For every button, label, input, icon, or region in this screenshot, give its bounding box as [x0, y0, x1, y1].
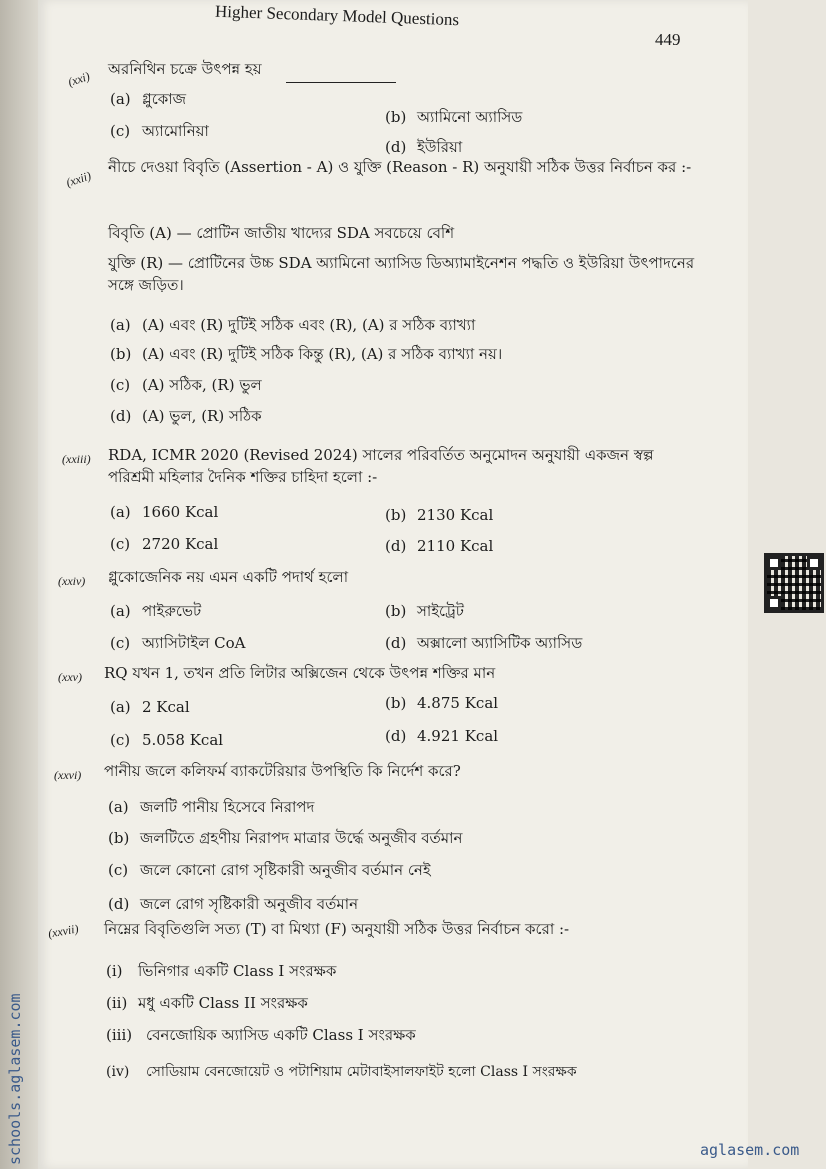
option-c — [110, 374, 262, 399]
question-text: পানীয় জলে কলিফর্ম ব্যাকটেরিয়ার উপস্থিতি কি নির্দেশ করে? — [104, 762, 461, 780]
option-text: (A) এবং (R) দুটিই সঠিক এবং (R), (A) র সঠিক ব্যাখ্যা — [142, 316, 476, 334]
statement-text: মধু একটি Class II সংরক্ষক — [138, 994, 308, 1012]
option-label: (a) — [110, 90, 131, 108]
option-c — [108, 859, 431, 884]
option-label: (b) — [385, 602, 407, 620]
option-text: (A) এবং (R) দুটিই সঠিক কিন্তু (R), (A) র সঠিক ব্যাখ্যা নয়। — [142, 345, 503, 363]
option-text: 1660 Kcal — [142, 503, 219, 521]
option-label: (c) — [110, 634, 131, 652]
option-text: জলটিতে গ্রহণীয় নিরাপদ মাত্রার উর্দ্ধে অনুজীব বর্তমান — [140, 829, 463, 847]
question-number: (xxvi) — [54, 768, 82, 782]
option-text: ইউরিয়া — [417, 138, 463, 156]
option-b — [110, 343, 502, 368]
qr-finder — [807, 556, 821, 570]
question-number: (xxii) — [64, 168, 93, 190]
option-text: অ্যাসিটাইল CoA — [142, 634, 246, 652]
option-label: (c) — [110, 535, 131, 553]
option-b — [385, 694, 498, 712]
option-a — [110, 88, 186, 113]
question-number: (xxi) — [66, 68, 92, 90]
option-c — [110, 731, 223, 749]
statement-label: (iv) — [106, 1064, 130, 1080]
option-a — [110, 503, 218, 521]
option-label: (d) — [110, 407, 132, 425]
option-b — [385, 106, 522, 131]
option-text: অ্যামোনিয়া — [142, 122, 209, 140]
option-text: জলটি পানীয় হিসেবে নিরাপদ — [140, 798, 315, 816]
option-d — [385, 727, 498, 745]
statement-i — [106, 960, 336, 985]
option-text: 2130 Kcal — [417, 506, 494, 524]
option-text: 5.058 Kcal — [142, 731, 224, 749]
option-label: (b) — [110, 345, 132, 363]
option-label: (d) — [385, 727, 407, 745]
question-text: নীচে দেওয়া বিবৃতি (Assertion - A) ও যুক্তি (Reason - R) অনুযায়ী সঠিক উত্তর নির্বাচন কর :- — [108, 158, 692, 176]
option-text: (A) ভুল, (R) সঠিক — [142, 407, 262, 425]
question-number: (xxv) — [58, 670, 82, 684]
option-text: 2720 Kcal — [142, 535, 219, 553]
option-label: (c) — [108, 861, 129, 879]
option-label: (a) — [110, 316, 131, 334]
statement-text: বেনজোয়িক অ্যাসিড একটি Class I সংরক্ষক — [146, 1026, 416, 1044]
statement-label: (ii) — [106, 994, 128, 1012]
option-text: জলে রোগ সৃষ্টিকারী অনুজীব বর্তমান — [140, 895, 359, 913]
option-label: (d) — [385, 634, 407, 652]
statement-text: ভিনিগার একটি Class I সংরক্ষক — [138, 962, 337, 980]
option-a — [110, 314, 475, 339]
qr-code — [764, 553, 824, 613]
option-c — [110, 632, 246, 657]
option-label: (c) — [110, 731, 131, 749]
option-d — [385, 632, 582, 657]
option-text: অ্যামিনো অ্যাসিড — [417, 108, 523, 126]
option-d — [385, 537, 493, 555]
option-label: (a) — [108, 798, 129, 816]
option-d — [110, 405, 262, 430]
option-text: 2 Kcal — [142, 698, 190, 716]
question-text: RQ যখন 1, তখন প্রতি লিটার অক্সিজেন থেকে উৎপন্ন শক্তির মান — [104, 664, 496, 682]
option-label: (a) — [110, 503, 131, 521]
option-text: পাইরুভেট — [142, 602, 202, 620]
option-a — [110, 698, 190, 716]
option-b — [108, 827, 462, 852]
question-number: (xxiv) — [58, 574, 86, 588]
option-label: (d) — [108, 895, 130, 913]
option-text: জলে কোনো রোগ সৃষ্টিকারী অনুজীব বর্তমান নেই — [140, 861, 431, 879]
statement-label: (iii) — [106, 1026, 133, 1044]
option-text: 4.875 Kcal — [417, 694, 499, 712]
question-text: গ্লুকোজেনিক নয় এমন একটি পদার্থ হলো — [108, 568, 349, 586]
option-a — [108, 796, 314, 821]
option-label: (c) — [110, 122, 131, 140]
watermark-bottom: aglasem.com — [700, 1141, 800, 1159]
assertion-text: বিবৃতি (A) — প্রোটিন জাতীয় খাদ্যের SDA সবচেয়ে বেশি — [108, 224, 455, 242]
option-c — [110, 120, 209, 145]
page-number: 449 — [655, 30, 681, 49]
option-label: (b) — [385, 108, 407, 126]
statement-ii — [106, 992, 308, 1017]
statement-text: সোডিয়াম বেনজোয়েট ও পটাশিয়াম মেটাবাইসালফাইট হলো Class I সংরক্ষক — [146, 1064, 577, 1080]
question-text: RDA, ICMR 2020 (Revised 2024) সালের পরিবর্তিত অনুমোদন অনুযায়ী একজন স্বল্প পরিশ্রমী মহিলার দৈনিক শক্তির চাহিদা হলো :- — [108, 446, 654, 486]
option-b — [385, 506, 493, 524]
option-text: 2110 Kcal — [417, 537, 494, 555]
option-text: 4.921 Kcal — [417, 727, 499, 745]
option-c — [110, 535, 218, 553]
question-number: (xxiii) — [62, 452, 91, 466]
question-number: (xxvii) — [46, 921, 80, 941]
option-label: (c) — [110, 376, 131, 394]
question-text: নিম্নের বিবৃতিগুলি সত্য (T) বা মিথ্যা (F) অনুযায়ী সঠিক উত্তর নির্বাচন করো :- — [104, 920, 570, 938]
option-b — [385, 600, 464, 625]
option-label: (b) — [385, 694, 407, 712]
option-text: সাইট্রেট — [417, 602, 464, 620]
option-a — [110, 600, 201, 625]
option-label: (d) — [385, 138, 407, 156]
option-label: (b) — [108, 829, 130, 847]
qr-finder — [767, 596, 781, 610]
option-text: (A) সঠিক, (R) ভুল — [142, 376, 262, 394]
option-d — [108, 893, 358, 918]
option-label: (d) — [385, 537, 407, 555]
option-label: (b) — [385, 506, 407, 524]
option-label: (a) — [110, 698, 131, 716]
statement-iv — [106, 1060, 577, 1084]
option-label: (a) — [110, 602, 131, 620]
page-header-title: Higher Secondary Model Questions — [214, 1, 460, 30]
option-text: অক্সালো অ্যাসিটিক অ্যাসিড — [417, 634, 583, 652]
reason-text: যুক্তি (R) — প্রোটিনের উচ্চ SDA অ্যামিনো অ্যাসিড ডিঅ্যামাইনেশন পদ্ধতি ও ইউরিয়া উৎপাদনের সঙ্গে জড়িত। — [108, 254, 695, 294]
statement-label: (i) — [106, 962, 123, 980]
option-text: গ্লুকোজ — [142, 90, 187, 108]
watermark-side: schools.aglasem.com — [6, 993, 24, 1165]
question-text: অরনিথিন চক্রে উৎপন্ন হয় — [108, 60, 262, 78]
statement-iii — [106, 1024, 416, 1049]
answer-blank — [286, 82, 396, 83]
qr-finder — [767, 556, 781, 570]
